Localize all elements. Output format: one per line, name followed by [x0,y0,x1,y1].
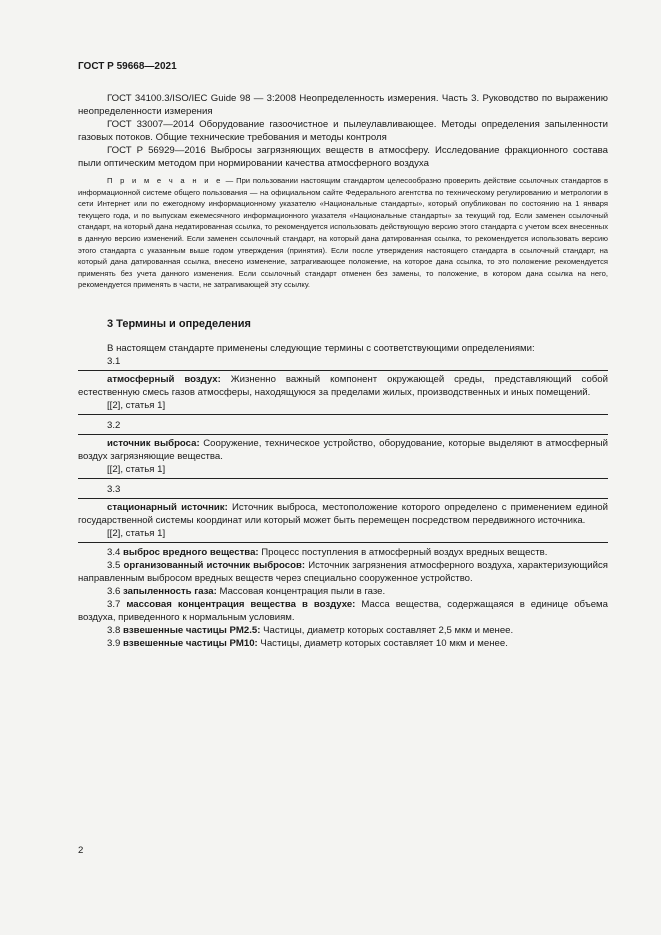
page-content [78,92,608,650]
reference-gost-34100: ГОСТ 34100.3/ISO/IEC Guide 98 — 3:2008 Неопределенность измерения. Часть 3. Руководство по выражению неопределенности измерения [78,93,608,117]
term-3-4 [78,546,608,559]
note-text: — При пользовании настоящим стандартом целесообразно проверить действие ссылочных стандартов в информационной системе общего пользования — на официальном сайте Федерального агентства по техническому регулированию и метрологии в сети Интернет или по ежегодному информационному указателю «Национальные стандарты», который опубликован по состоянию на 1 января текущего года, и по выпускам ежемесячного информационного указателя «Национальные стандарты» за текущий год. Если заменен ссылочный стандарт, на который дана недатированная ссылка, то рекомендуется использовать действующую версию этого стандарта с учетом всех внесенных в данную версию изменений. Если заменен ссылочный стандарт, на который дана датированная ссылка, то рекомендуется использовать версию этого стандарта с указанным выше годом утверждения (принятия). Если после утверждения настоящего стандарта в ссылочный стандарт, на который дана датированная ссылка, внесено изменение, затрагивающее положение, на которое дана ссылка, то это положение рекомендуется применять без учета данного изменения. Если ссылочный стандарт отменен без замены, то положение, в котором дана ссылка на него, рекомендуется применять в части, не затрагивающей эту ссылку. [78,176,608,290]
term-number: 3.8 [107,624,121,636]
term-3-9 [78,637,608,650]
term-number-3-3: 3.3 [107,483,121,495]
term-source-ref: [[2], статья 1] [107,399,166,411]
term-name: источник выброса: [107,437,200,449]
note-paragraph [78,175,608,291]
term-3-5 [78,559,608,585]
term-text: Жизненно важный компонент окружающей среды, представляющий собой естественную смесь газов атмосферы, находящуюся за пределами жилых, производственных и иных помещений. [78,373,608,398]
section-lead: В настоящем стандарте применены следующие термины с соответствующими определениями: [107,342,535,354]
term-text: Источник выброса, местоположение которого определено с применением единой государственной системы координат или который может быть перемещен посредством передвижного источника. [78,501,608,526]
term-name: взвешенные частицы PM2.5: [123,624,261,636]
term-box-3-1 [78,370,608,415]
page-number: 2 [78,845,84,856]
reference-gost-56929: ГОСТ Р 56929—2016 Выбросы загрязняющих веществ в атмосферу. Исследование фракционного состава пыли оптическим методом при нормировании качества атмосферного воздуха [78,145,608,169]
term-source-ref: [[2], статья 1] [107,527,166,539]
term-text: Сооружение, техническое устройство, оборудование, которые выделяют в атмосферный воздух загрязняющие вещества. [78,437,608,462]
reference-gost-33007: ГОСТ 33007—2014 Оборудование газоочистное и пылеулавливающее. Методы определения запыленности газовых потоков. Общие технические требования и методы контроля [78,119,608,143]
term-number: 3.7 [107,598,121,610]
term-name: выброс вредного вещества: [123,546,259,558]
page-header: ГОСТ Р 59668—2021 [78,61,177,72]
term-name: взвешенные частицы PM10: [123,637,258,649]
term-3-7 [78,598,608,624]
section-title: 3 Термины и определения [107,317,251,330]
term-name: стационарный источник: [107,501,228,513]
note-label: П р и м е ч а н и е [107,176,223,185]
term-3-6 [78,585,608,598]
term-number-3-1: 3.1 [107,355,121,367]
term-text: Масса вещества, содержащаяся в единице объема воздуха, приведенного к нормальным условиям. [78,598,608,623]
term-definition [78,373,608,399]
term-text: Частицы, диаметр которых составляет 2,5 мкм и менее. [260,624,514,636]
term-number: 3.6 [107,585,121,597]
term-name: запыленность газа: [123,585,217,597]
term-number: 3.5 [107,559,121,571]
term-name: организованный источник выбросов: [123,559,306,571]
term-box-3-2 [78,434,608,479]
term-definition [78,501,608,527]
term-name: атмосферный воздух: [107,373,221,385]
term-number-3-2: 3.2 [107,419,121,431]
term-number: 3.4 [107,546,121,558]
term-3-8 [78,624,608,637]
term-text: Частицы, диаметр которых составляет 10 мкм и менее. [257,637,508,649]
term-source-ref: [[2], статья 1] [107,463,166,475]
term-text: Массовая концентрация пыли в газе. [216,585,386,597]
term-number: 3.9 [107,637,121,649]
term-definition [78,437,608,463]
term-box-3-3 [78,498,608,543]
term-text: Источник загрязнения атмосферного воздуха, характеризующийся направленным выбросом вредных веществ через специально сооруженное устройство. [78,559,608,584]
term-name: массовая концентрация вещества в воздухе: [126,598,356,610]
term-list [78,546,608,650]
term-text: Процесс поступления в атмосферный воздух вредных веществ. [258,546,548,558]
